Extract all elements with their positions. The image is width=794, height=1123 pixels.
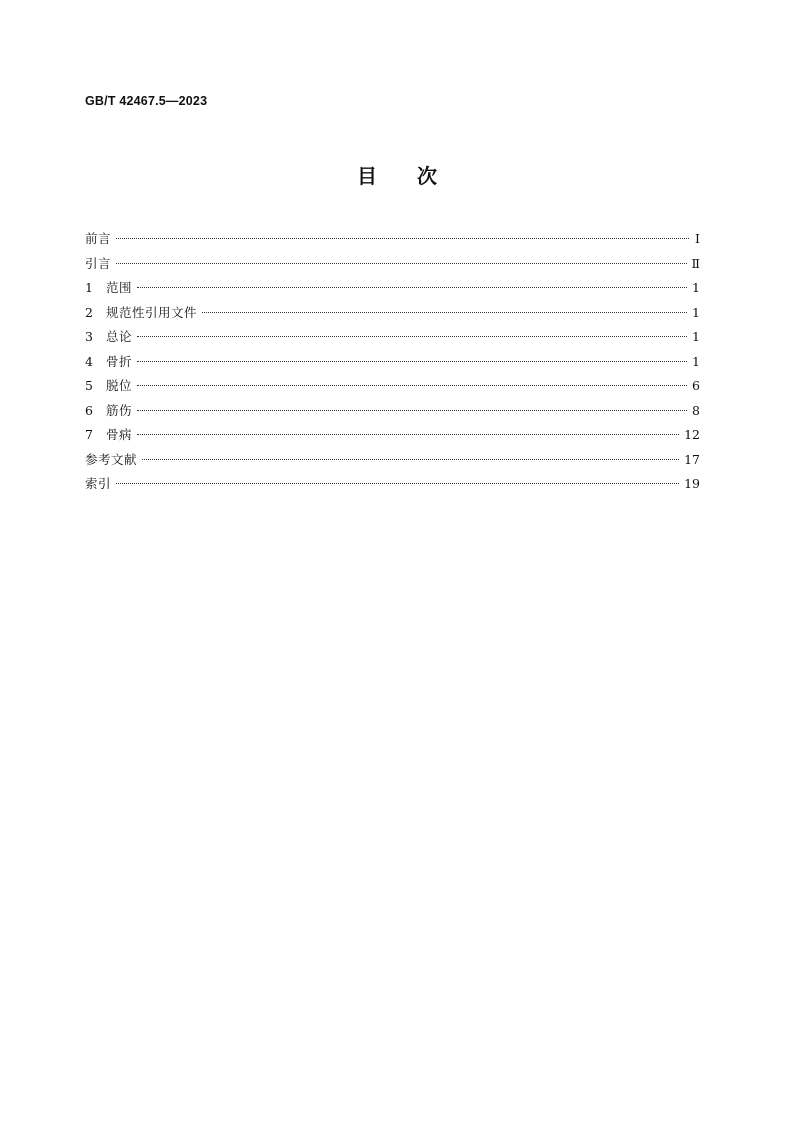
toc-entry-number: 4: [85, 353, 93, 369]
toc-entry-page: 1: [692, 280, 700, 295]
toc-entry-label: 参考文献: [85, 451, 138, 467]
toc-entry-label: 脱位: [106, 378, 133, 393]
toc-dot-leader: [137, 385, 687, 386]
toc-dot-leader: [116, 483, 679, 484]
standard-code: GB/T 42467.5—2023: [85, 94, 208, 108]
toc-dot-leader: [142, 459, 679, 460]
toc-entry-page: 19: [684, 476, 700, 491]
toc-entry[interactable]: [85, 448, 700, 473]
toc-entry-label: 索引: [85, 476, 112, 491]
toc-entry-label: 筋伤: [106, 402, 133, 418]
toc-dot-leader: [137, 336, 687, 337]
toc-dot-leader: [116, 238, 689, 239]
toc-entry-number: 2: [85, 304, 93, 320]
toc-entry[interactable]: [85, 252, 700, 277]
toc-dot-leader: [137, 361, 687, 362]
toc-entry-page: 12: [684, 427, 700, 442]
toc-entry-page: 6: [692, 378, 700, 393]
toc-entry-page: 17: [684, 451, 700, 467]
toc-entry-page: 1: [692, 353, 700, 369]
toc-dot-leader: [202, 312, 687, 313]
toc-entry[interactable]: [85, 301, 700, 326]
toc-entry-label: 骨病: [106, 427, 133, 442]
toc-entry-label: 引言: [85, 255, 112, 271]
toc-entry-page: 1: [692, 329, 700, 344]
toc-title: 目 次: [357, 164, 437, 188]
toc-entry-page: Ⅰ: [695, 231, 700, 246]
toc-entry[interactable]: [85, 374, 700, 399]
toc-entry-label: 总论: [106, 329, 133, 344]
toc-entry[interactable]: [85, 227, 700, 252]
toc-entry-page: 1: [692, 304, 700, 320]
toc-entry-number: 1: [85, 280, 93, 295]
toc-entry-number: 3: [85, 329, 93, 344]
toc-entry-label: 规范性引用文件: [106, 304, 198, 320]
toc-entry[interactable]: [85, 423, 700, 448]
toc-entry-label: 骨折: [106, 353, 133, 369]
toc-entry[interactable]: [85, 325, 700, 350]
toc-dot-leader: [137, 287, 687, 288]
toc-dot-leader: [137, 410, 687, 411]
toc-entry[interactable]: [85, 399, 700, 424]
toc-entry-number: 5: [85, 378, 93, 393]
toc-entry-number: 7: [85, 427, 93, 442]
toc-dot-leader: [137, 434, 679, 435]
toc-entry[interactable]: [85, 350, 700, 375]
toc-entry-label: 前言: [85, 231, 112, 246]
table-of-contents: [85, 227, 700, 497]
toc-entry-page: Ⅱ: [691, 255, 700, 271]
toc-entry[interactable]: [85, 472, 700, 497]
toc-dot-leader: [116, 263, 686, 264]
toc-entry-number: 6: [85, 402, 93, 418]
toc-entry[interactable]: [85, 276, 700, 301]
toc-entry-label: 范围: [106, 280, 133, 295]
toc-entry-page: 8: [692, 402, 700, 418]
